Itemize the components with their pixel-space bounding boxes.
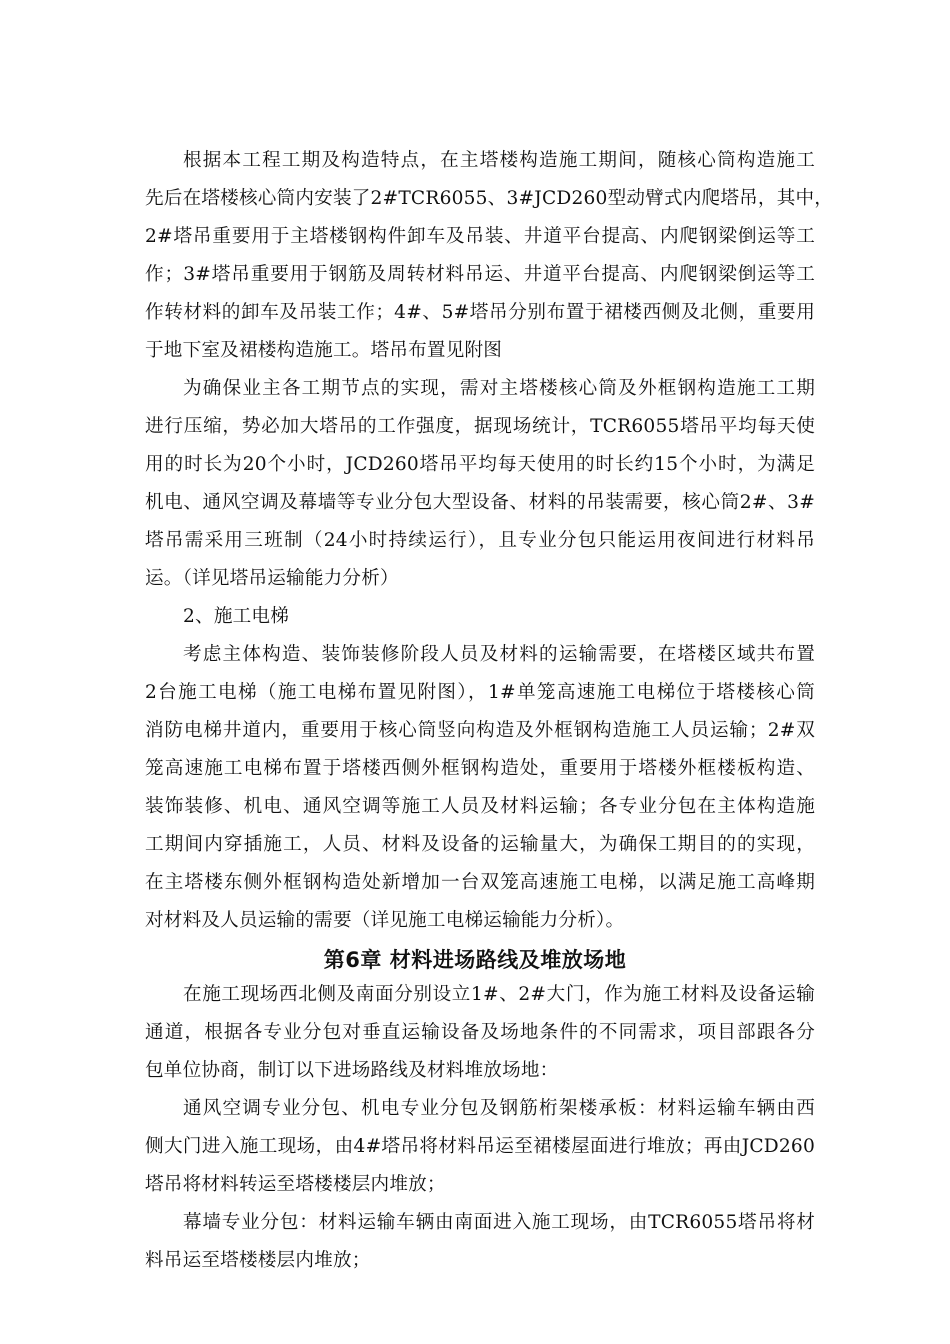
text-line: 机电、通风空调及幕墙等专业分包大型设备、材料的吊装需要，核心筒2#、3# <box>145 492 815 513</box>
text-line: 通风空调专业分包、机电专业分包及钢筋桁架楼承板：材料运输车辆由西 <box>183 1098 815 1119</box>
text-line: 2台施工电梯（施工电梯布置见附图），1#单笼高速施工电梯位于塔楼核心筒 <box>145 682 815 703</box>
text-line: 作转材料的卸车及吊装工作；4#、5#塔吊分别布置于裙楼西侧及北侧，重要用 <box>145 302 815 323</box>
text-line: 在主塔楼东侧外框钢构造处新增加一台双笼高速施工电梯，以满足施工高峰期 <box>145 872 815 893</box>
text-line: 根据本工程工期及构造特点，在主塔楼构造施工期间，随核心筒构造施工 <box>183 150 815 171</box>
text-line: 作；3#塔吊重要用于钢筋及周转材料吊运、井道平台提高、内爬钢梁倒运等工 <box>145 264 815 285</box>
text-line: 笼高速施工电梯布置于塔楼西侧外框钢构造处，重要用于塔楼外框楼板构造、 <box>145 758 815 779</box>
text-line: 塔吊将材料转运至塔楼楼层内堆放； <box>145 1174 446 1195</box>
text-line: 于地下室及裙楼构造施工。塔吊布置见附图 <box>145 340 503 361</box>
text-line: 装饰装修、机电、通风空调等施工人员及材料运输；各专业分包在主体构造施 <box>145 796 815 817</box>
text-line: 考虑主体构造、装饰装修阶段人员及材料的运输需要，在塔楼区域共布置 <box>183 644 815 665</box>
text-line: 用的时长为20个小时，JCD260塔吊平均每天使用的时长约15个小时，为满足 <box>145 454 815 475</box>
text-line: 消防电梯井道内，重要用于核心筒竖向构造及外框钢构造施工人员运输；2#双 <box>145 720 815 741</box>
text-line: 先后在塔楼核心筒内安装了2#TCR6055、3#JCD260型动臂式内爬塔吊，其中， <box>145 188 834 209</box>
text-line: 2#塔吊重要用于主塔楼钢构件卸车及吊装、井道平台提高、内爬钢梁倒运等工 <box>145 226 815 247</box>
text-line: 料吊运至塔楼楼层内堆放； <box>145 1250 371 1271</box>
text-line: 对材料及人员运输的需要（详见施工电梯运输能力分析）。 <box>145 910 625 931</box>
text-line: 工期间内穿插施工，人员、材料及设备的运输量大，为确保工期目的的实现， <box>145 834 815 855</box>
text-line: 为确保业主各工期节点的实现，需对主塔楼核心筒及外框钢构造施工工期 <box>183 378 815 399</box>
text-line: 在施工现场西北侧及南面分别设立1#、2#大门，作为施工材料及设备运输 <box>183 984 815 1005</box>
text-line: 幕墙专业分包：材料运输车辆由南面进入施工现场，由TCR6055塔吊将材 <box>183 1212 815 1233</box>
text-line: 包单位协商，制订以下进场路线及材料堆放场地： <box>145 1060 559 1081</box>
section-subheading: 2、施工电梯 <box>183 606 289 627</box>
text-line: 侧大门进入施工现场，由4#塔吊将材料吊运至裙楼屋面进行堆放；再由JCD260 <box>145 1136 815 1157</box>
text-line: 通道，根据各专业分包对垂直运输设备及场地条件的不同需求，项目部跟各分 <box>145 1022 815 1043</box>
text-line: 进行压缩，势必加大塔吊的工作强度，据现场统计，TCR6055塔吊平均每天使 <box>145 416 815 437</box>
text-line: 塔吊需采用三班制（24小时持续运行），且专业分包只能运用夜间进行材料吊 <box>145 530 815 551</box>
text-line: 运。（详见塔吊运输能力分析） <box>145 568 399 589</box>
chapter-heading: 第6章 材料进场路线及堆放场地 <box>323 948 627 972</box>
